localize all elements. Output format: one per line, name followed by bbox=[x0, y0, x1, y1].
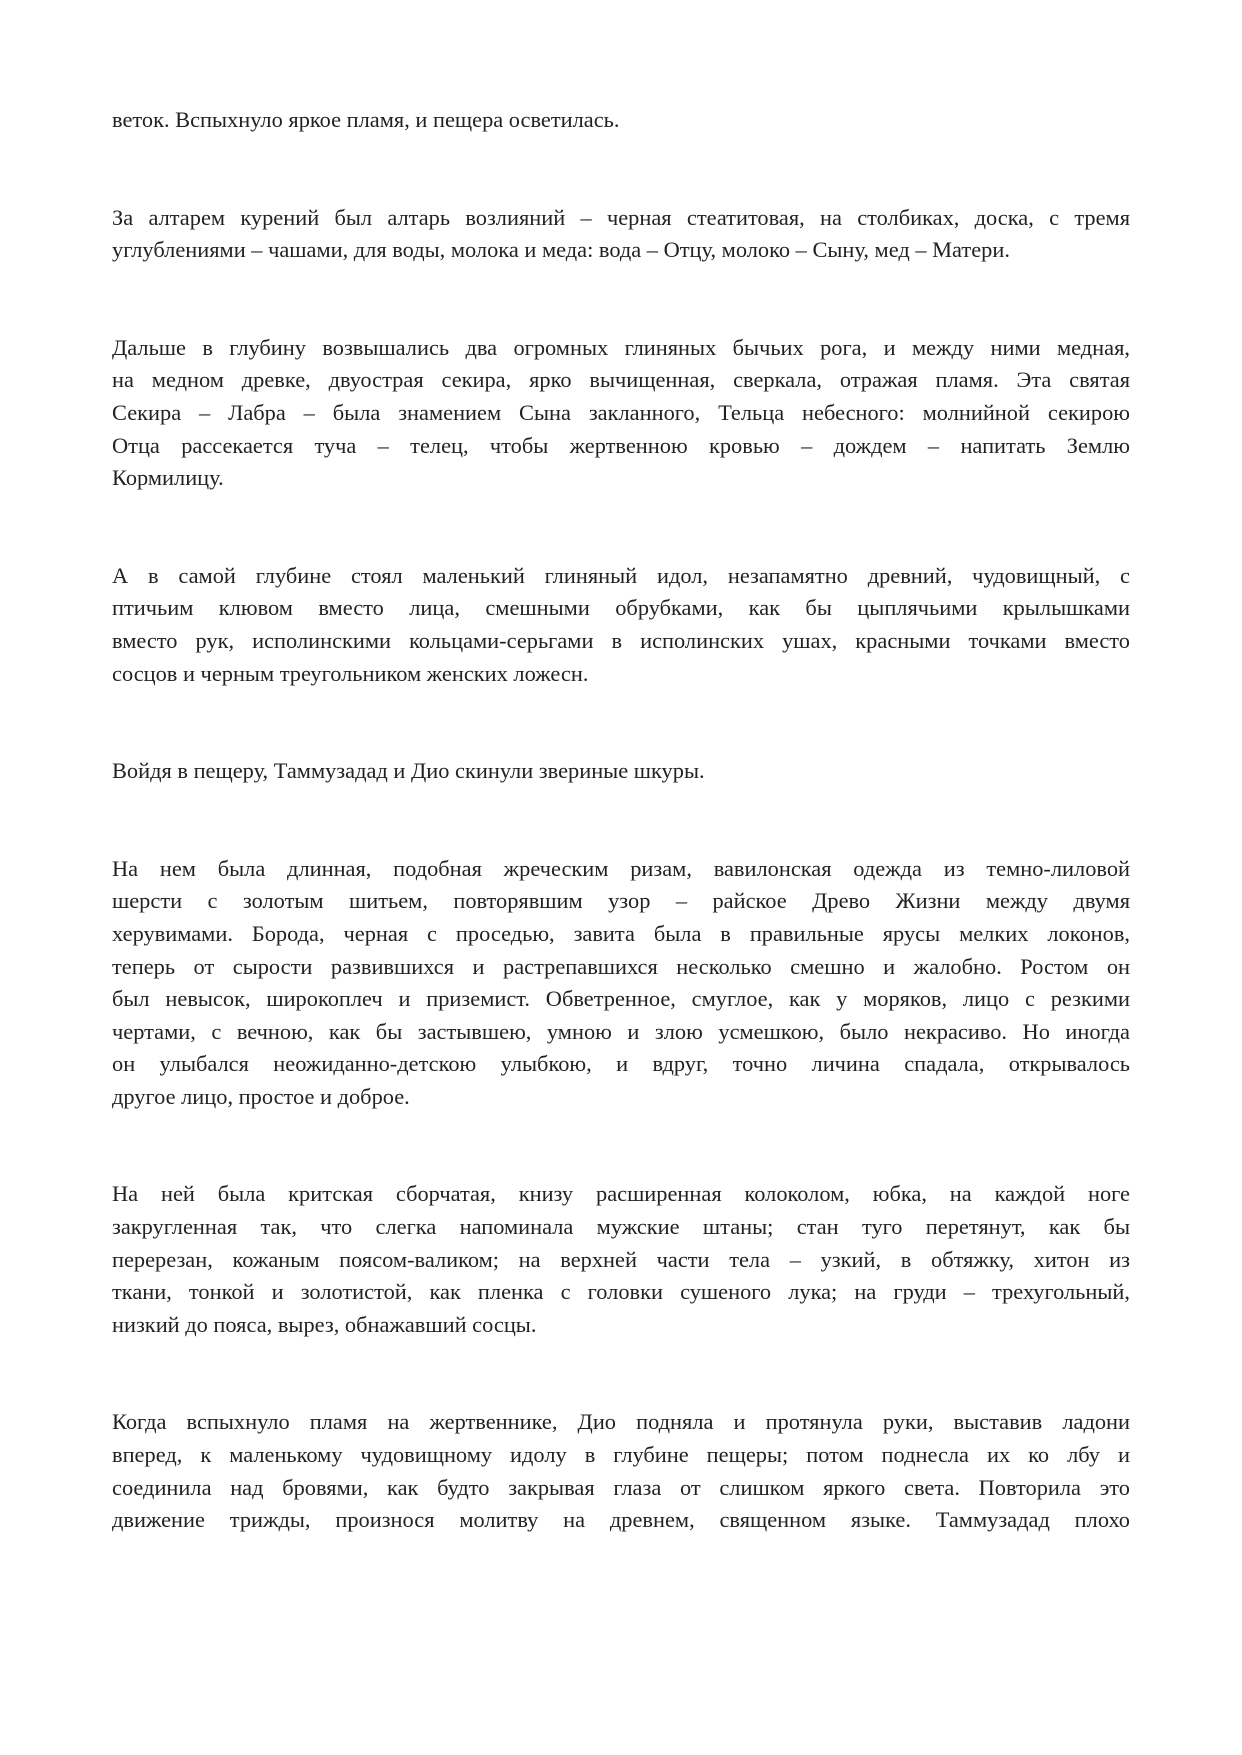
paragraph-8 bbox=[112, 1406, 1130, 1536]
paragraph-gap bbox=[112, 495, 1130, 560]
text-line: соединила над бровями, как будто закрывая глаза от слишком яркого света. Повторила это bbox=[112, 1474, 1130, 1500]
text-line: Секира – Лабра – была знамением Сына закланного, Тельца небесного: молнийной секирою bbox=[112, 399, 1130, 425]
paragraph-5 bbox=[112, 755, 1130, 788]
text-line: углублениями – чашами, для воды, молока и меда: вода – Отцу, молоко – Сыну, мед – Матери. bbox=[112, 237, 1010, 263]
paragraph-6 bbox=[112, 853, 1130, 1114]
text-line: он улыбался неожиданно-детскою улыбкою, и вдруг, точно личина спадала, открывалось bbox=[112, 1051, 1130, 1077]
text-line: был невысок, широкоплеч и приземист. Обветренное, смуглое, как у моряков, лицо с резкими bbox=[112, 986, 1130, 1012]
text-line: движение трижды, произнося молитву на древнем, священном языке. Таммузадад плохо bbox=[112, 1507, 1130, 1533]
text-line: теперь от сырости развившихся и растрепавшихся несколько смешно и жалобно. Ростом он bbox=[112, 953, 1130, 979]
text-line: веток. Вспыхнуло яркое пламя, и пещера осветилась. bbox=[112, 107, 620, 132]
paragraph-4 bbox=[112, 560, 1130, 690]
text-line: перерезан, кожаным поясом-валиком; на верхней части тела – узкий, в обтяжку, хитон из bbox=[112, 1246, 1130, 1272]
document-text bbox=[112, 104, 1130, 1537]
text-line: низкий до пояса, вырез, обнажавший сосцы. bbox=[112, 1311, 537, 1337]
text-line: птичьим клювом вместо лица, смешными обрубками, как бы цыплячьими крылышками bbox=[112, 595, 1130, 621]
text-line: вместо рук, исполинскими кольцами-серьгами в исполинских ушах, красными точками вместо bbox=[112, 627, 1130, 653]
text-line: на медном древке, двуострая секира, ярко вычищенная, сверкала, отражая пламя. Эта святая bbox=[112, 367, 1130, 393]
paragraph-7 bbox=[112, 1178, 1130, 1341]
text-line: Войдя в пещеру, Таммузадад и Дио скинули звериные шкуры. bbox=[112, 758, 705, 784]
paragraph-2 bbox=[112, 202, 1130, 267]
paragraph-gap bbox=[112, 1341, 1130, 1406]
text-line: Дальше в глубину возвышались два огромных глиняных бычьих рога, и между ними медная, bbox=[112, 334, 1130, 360]
text-line: А в самой глубине стоял маленький глиняный идол, незапамятно древний, чудовищный, с bbox=[112, 562, 1130, 588]
text-line: вперед, к маленькому чудовищному идолу в глубине пещеры; потом поднесла их ко лбу и bbox=[112, 1442, 1130, 1468]
text-line: Отца рассекается туча – телец, чтобы жертвенною кровью – дождем – напитать Землю bbox=[112, 432, 1130, 458]
paragraph-gap bbox=[112, 137, 1130, 202]
text-line: сосцов и черным треугольником женских ложесн. bbox=[112, 660, 589, 686]
paragraph-gap bbox=[112, 690, 1130, 755]
paragraph-gap bbox=[112, 788, 1130, 853]
paragraph-gap bbox=[112, 267, 1130, 332]
paragraph-gap bbox=[112, 1113, 1130, 1178]
text-line: Когда вспыхнуло пламя на жертвеннике, Дио подняла и протянула руки, выставив ладони bbox=[112, 1409, 1130, 1435]
paragraph-1 bbox=[112, 104, 1130, 137]
paragraph-3 bbox=[112, 332, 1130, 495]
text-line: ткани, тонкой и золотистой, как пленка с головки сушеного лука; на груди – трехугольный, bbox=[112, 1279, 1130, 1305]
text-line: Кормилицу. bbox=[112, 465, 224, 491]
text-line: другое лицо, простое и доброе. bbox=[112, 1083, 410, 1109]
text-line: За алтарем курений был алтарь возлияний – черная стеатитовая, на столбиках, доска, с тремя bbox=[112, 204, 1130, 230]
text-line: херувимами. Борода, черная с проседью, завита была в правильные ярусы мелких локонов, bbox=[112, 920, 1130, 946]
text-line: На ней была критская сборчатая, книзу расширенная колоколом, юбка, на каждой ноге bbox=[112, 1181, 1130, 1207]
text-line: закругленная так, что слегка напоминала мужские штаны; стан туго перетянут, как бы bbox=[112, 1214, 1130, 1240]
text-line: шерсти с золотым шитьем, повторявшим узор – райское Древо Жизни между двумя bbox=[112, 888, 1130, 914]
text-line: чертами, с вечною, как бы застывшею, умною и злою усмешкою, было некрасиво. Но иногда bbox=[112, 1018, 1130, 1044]
text-line: На нем была длинная, подобная жреческим ризам, вавилонская одежда из темно-лиловой bbox=[112, 855, 1130, 881]
